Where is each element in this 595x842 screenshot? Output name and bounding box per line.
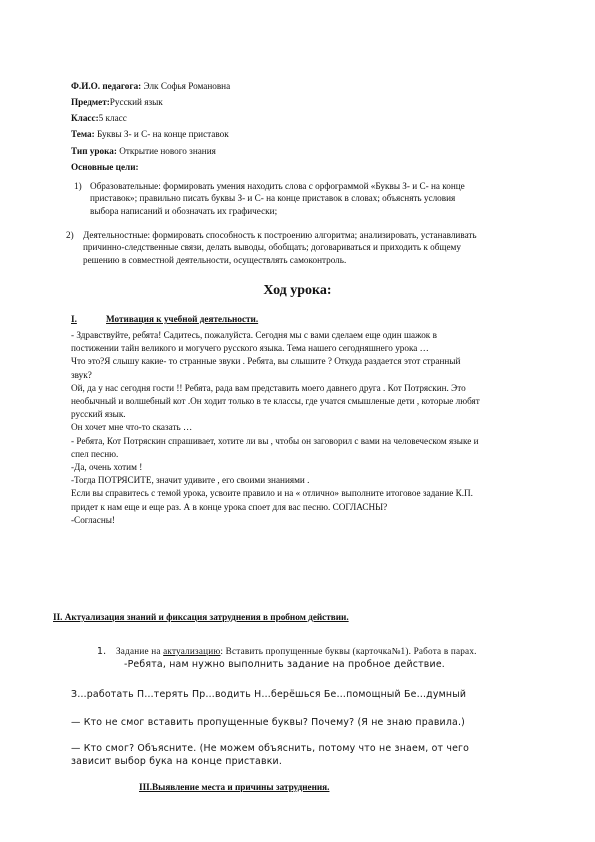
section-1-line: Если вы справитесь с темой урока, усвоите правило и на « отлично» выполните итоговое задание К.П. [71, 488, 473, 499]
lesson-type-line [71, 145, 216, 157]
task-1-line-2: -Ребята, нам нужно выполнить задание на пробное действие. [124, 659, 445, 670]
goal-1-number: 1) [74, 181, 82, 191]
goal-2-number: 2) [66, 230, 74, 240]
section-2-title: II. Актуализация знаний и фиксация затруднения в пробном действии. [53, 612, 349, 622]
section-1-number: I. [71, 314, 77, 324]
teacher-label: Ф.И.О. педагога: [71, 81, 142, 91]
class-label: Класс: [71, 113, 99, 123]
section-1-line: -Да, очень хотим ! [71, 462, 143, 473]
goal-1-text [90, 180, 550, 217]
words-exercise: З…работать П…терять Пр…водить Н…берёшься Бе…помощный Бе…думный [71, 689, 467, 700]
teacher-line [71, 80, 230, 92]
section-1-line: -Согласны! [71, 514, 115, 525]
section-1-line: необычный и волшебный кот .Он ходит только в те классы, где учатся смышленые дети , которые любят [71, 396, 480, 407]
section-1-line: Что это?Я слышу какие- то странные звуки . Ребята, вы слышите ? Откуда раздается этот странный [71, 356, 461, 367]
subject-label: Предмет: [71, 97, 110, 107]
goal-1-line-2: приставок»; правильно писать буквы З- и С- на конце приставок в словах; объяснять условия [90, 193, 456, 204]
section-1-title: Мотивация к учебной деятельности. [106, 314, 259, 324]
task-1-line-1: Задание на актуализацию: Вставить пропущенные буквы (карточка№1). Работа в парах. [116, 646, 477, 656]
section-1-line: русский язык. [71, 409, 126, 420]
goal-2-line-3: решению в совместной деятельности, осуществлять самоконтроль. [83, 254, 347, 265]
goals-heading [71, 161, 139, 173]
topic-label: Тема: [71, 129, 95, 139]
question-line: — Кто не смог вставить пропущенные буквы? Почему? (Я не знаю правила.) [71, 717, 466, 728]
answer-block [71, 742, 551, 768]
topic-value: Буквы З- и С- на конце приставок [94, 129, 229, 139]
goal-2-line-2: причинно-следственные связи, делать выводы, обобщать; договариваться и приходить к общему [83, 242, 461, 253]
section-1-line: - Здравствуйте, ребята! Садитесь, пожалуйста. Сегодня мы с вами сделаем еще один шажок в [71, 330, 437, 340]
section-1-line: - Ребята, Кот Потряскин спрашивает, хотите ли вы , чтобы он заговорил с вами на человеческом языке и [71, 435, 479, 446]
goal-2-text [83, 229, 558, 266]
topic-line [71, 128, 229, 140]
class-line [71, 112, 127, 124]
section-1-line: звук? [71, 369, 92, 380]
section-1-line: постижении тайн великого и могучего русского языка. Тема нашего сегодняшнего урока … [71, 343, 429, 354]
section-1-line: Ой, да у нас сегодня гости !! Ребята, рада вам представить моего давнего друга . Кот Потряскин. Это [71, 382, 466, 393]
goal-2-line-1: Деятельностные: формировать способность к построению алгоритма; анализировать, устанавливать [83, 230, 477, 240]
goals-label: Основные цели: [71, 162, 139, 172]
section-1-body [71, 329, 561, 527]
subject-line [71, 96, 163, 108]
goal-1-line-3: выбора написаний и обозначать их графически; [90, 205, 278, 216]
section-3-title: III.Выявление места и причины затруднения. [139, 782, 330, 792]
section-1-line: -Тогда ПОТРЯСИТЕ, значит удивите , его своими знаниями . [71, 475, 310, 486]
lesson-type-value: Открытие нового знания [116, 146, 216, 156]
lesson-type-label: Тип урока: [71, 146, 117, 156]
section-1-line: спел песню. [71, 448, 119, 459]
subject-value: Русский язык [109, 97, 163, 107]
section-1-line: придет к нам еще и еще раз. А в конце урока споет для вас песню. СОГЛАСНЫ? [71, 501, 388, 512]
teacher-value: Элк Софья Романовна [141, 81, 231, 91]
task-1-number: 1. [97, 646, 107, 657]
answer-line-2: зависит выбор бука на конце приставки. [71, 756, 283, 767]
task-1-text [116, 645, 556, 671]
course-title: Ход урока: [263, 283, 332, 298]
class-value: 5 класс [98, 113, 127, 123]
answer-line-1: — Кто смог? Объясните. (Не можем объяснить, потому что не знаем, от чего [71, 743, 470, 754]
goal-1-line-1: Образовательные: формировать умения находить слова с орфограммой «Буквы З- и С- на конце [90, 181, 465, 191]
section-1-line: Он хочет мне что-то сказать … [71, 422, 193, 433]
